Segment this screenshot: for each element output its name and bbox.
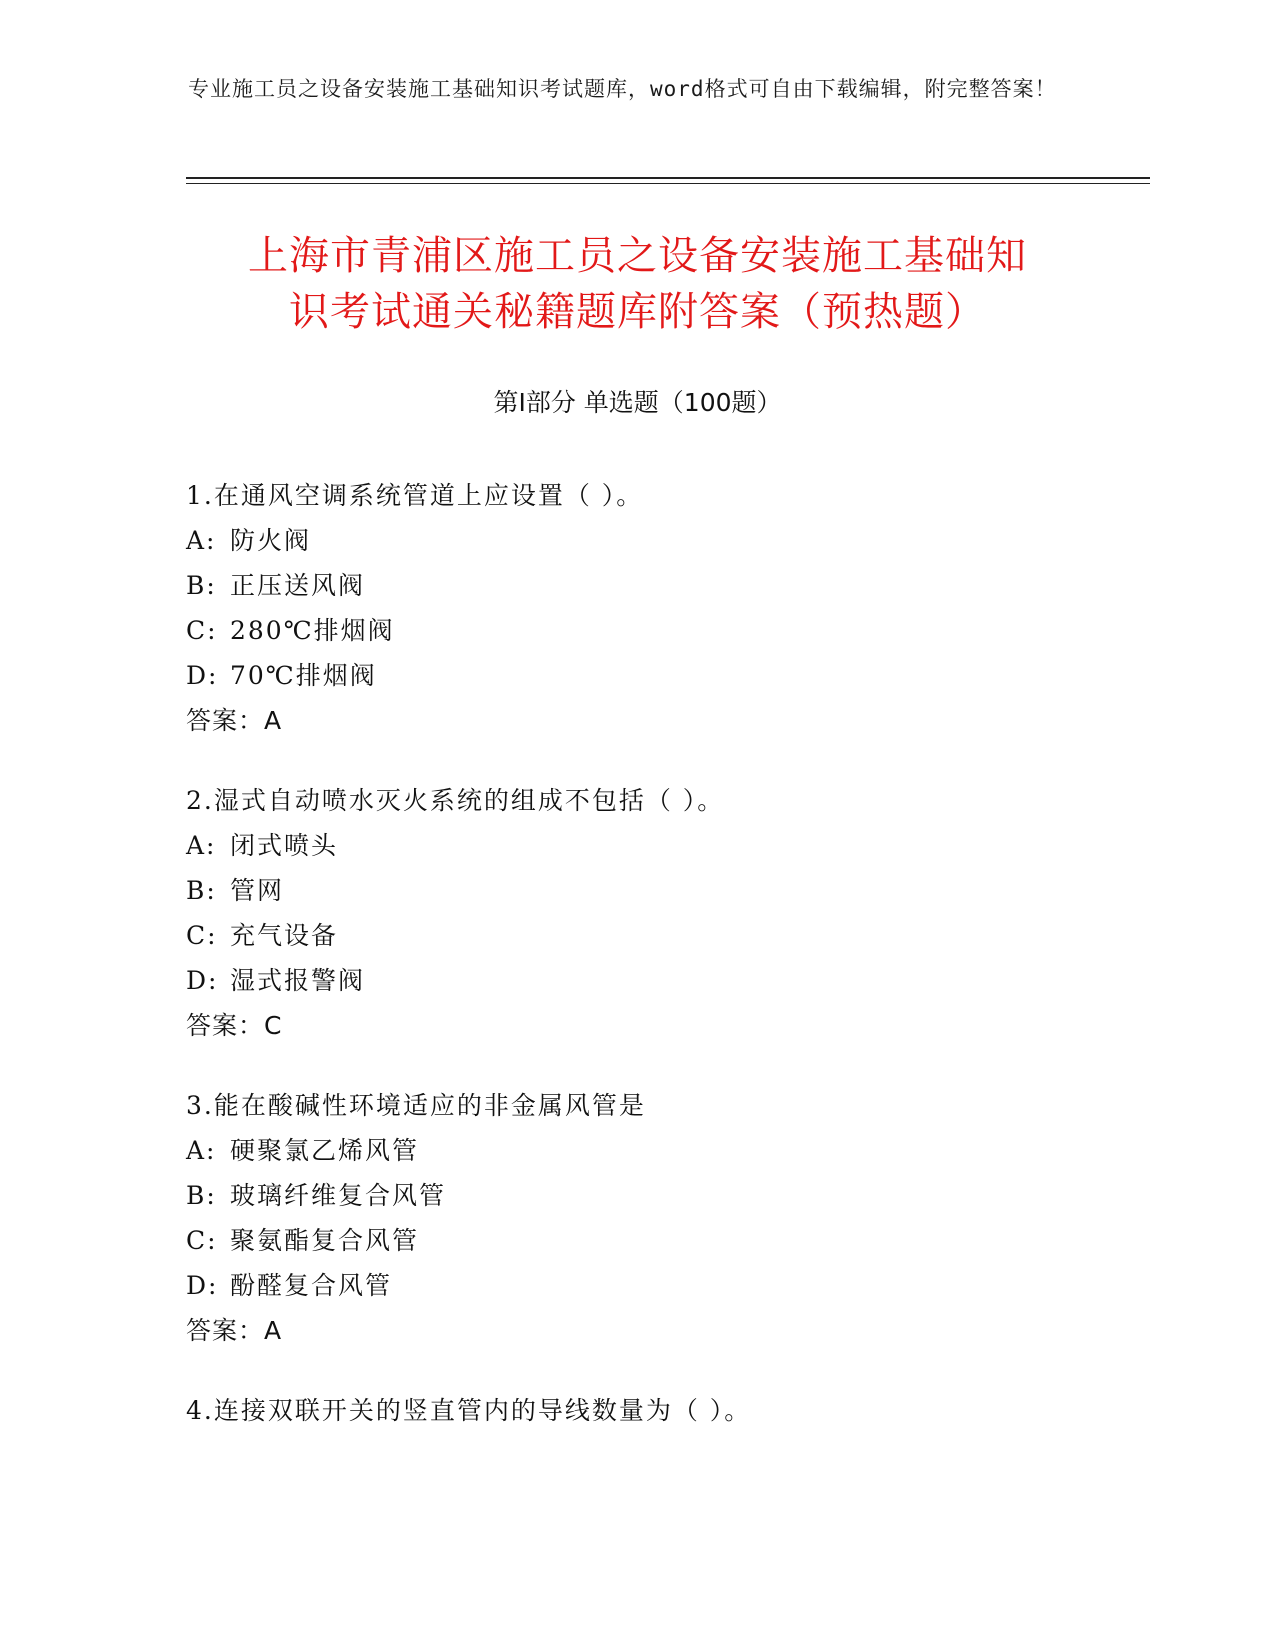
option-text: 玻璃纤维复合风管 — [230, 1181, 447, 1210]
question-4 — [186, 1388, 1146, 1433]
document-title-line-2: 识考试通关秘籍题库附答案（预热题） — [289, 289, 986, 335]
option-letter: C: — [186, 921, 218, 950]
option-d — [186, 958, 1146, 1003]
option-c — [186, 1218, 1146, 1263]
option-letter: B: — [186, 571, 217, 600]
option-a — [186, 1128, 1146, 1173]
option-c — [186, 913, 1146, 958]
option-text: 管网 — [230, 876, 285, 905]
option-d — [186, 653, 1146, 698]
option-text: 280℃排烟阀 — [230, 616, 395, 645]
option-letter: D: — [186, 1271, 219, 1300]
question-1 — [186, 473, 1146, 743]
option-text: 酚醛复合风管 — [230, 1271, 393, 1300]
option-letter: A: — [186, 526, 217, 555]
header-divider-thick — [186, 177, 1150, 179]
question-2 — [186, 778, 1146, 1048]
option-letter: D: — [186, 966, 219, 995]
answer-line: 答案：A — [186, 706, 283, 735]
option-letter: D: — [186, 661, 219, 690]
header-divider-thin — [186, 183, 1150, 184]
question-stem: 4.连接双联开关的竖直管内的导线数量为（ ）。 — [186, 1396, 752, 1425]
option-a — [186, 823, 1146, 868]
question-stem: 2.湿式自动喷水灭火系统的组成不包括（ ）。 — [186, 786, 725, 815]
header-note: 专业施工员之设备安装施工基础知识考试题库，word格式可自由下载编辑，附完整答案！ — [188, 77, 1057, 101]
option-c — [186, 608, 1146, 653]
option-b — [186, 563, 1146, 608]
question-list — [186, 473, 1146, 1468]
option-letter: C: — [186, 616, 218, 645]
option-d — [186, 1263, 1146, 1308]
question-stem: 3.能在酸碱性环境适应的非金属风管是 — [186, 1091, 646, 1120]
option-text: 防火阀 — [230, 526, 312, 555]
question-stem: 1.在通风空调系统管道上应设置（ ）。 — [186, 481, 644, 510]
option-letter: A: — [186, 1136, 217, 1165]
answer-line: 答案：C — [186, 1011, 283, 1040]
option-text: 充气设备 — [230, 921, 339, 950]
option-text: 70℃排烟阀 — [230, 661, 377, 690]
option-text: 闭式喷头 — [230, 831, 339, 860]
option-letter: A: — [186, 831, 217, 860]
option-text: 正压送风阀 — [230, 571, 366, 600]
section-title: 第Ⅰ部分 单选题（100题） — [493, 388, 782, 417]
option-text: 硬聚氯乙烯风管 — [230, 1136, 420, 1165]
document-title — [150, 228, 1125, 340]
question-3 — [186, 1083, 1146, 1353]
option-a — [186, 518, 1146, 563]
option-letter: B: — [186, 876, 217, 905]
option-text: 聚氨酯复合风管 — [230, 1226, 420, 1255]
option-letter: B: — [186, 1181, 217, 1210]
document-title-line-1: 上海市青浦区施工员之设备安装施工基础知 — [248, 233, 1027, 279]
option-b — [186, 1173, 1146, 1218]
option-letter: C: — [186, 1226, 218, 1255]
answer-line: 答案：A — [186, 1316, 283, 1345]
option-b — [186, 868, 1146, 913]
option-text: 湿式报警阀 — [230, 966, 366, 995]
